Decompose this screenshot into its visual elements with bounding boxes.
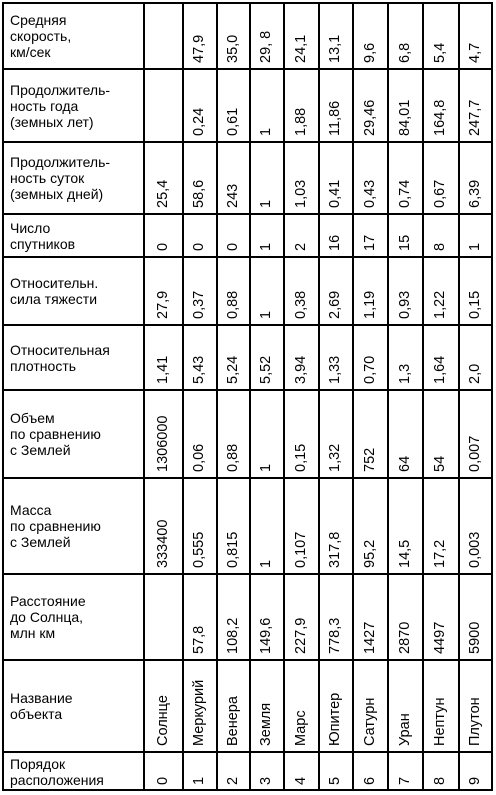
value-cell-year [459,69,493,142]
cell-value: 0,43 [361,179,378,208]
value-cell-distance [284,574,319,660]
value-cell-density [319,325,353,390]
cell-value: 1 [258,127,274,136]
value-cell-gravity [144,257,183,325]
cell-value: 0,15 [292,443,309,472]
cell-value: 4497 [432,621,448,654]
value-cell-day [388,142,423,214]
cell-value: 9 [467,776,483,785]
header-label: Продолжитель- ность суток (земных дней) [10,154,111,202]
cell-value: 57,8 [191,625,207,654]
value-cell-moons [319,214,353,257]
value-cell-name [459,660,493,752]
cell-value: 0,61 [224,107,241,136]
cell-value: 1306000 [154,415,171,472]
value-cell-moons [183,214,217,257]
cell-value: 6,39 [467,179,483,208]
cell-value: 1 [258,559,274,568]
value-cell-name [250,660,284,752]
cell-value: Юпитер [327,692,343,746]
value-cell-density [423,325,459,390]
cell-value: 0,38 [292,290,309,319]
value-cell-distance [217,574,250,660]
cell-value: 5,52 [258,355,274,384]
value-cell-mass [250,478,284,574]
cell-value: 24,1 [292,34,309,63]
cell-value: 17,2 [432,539,448,568]
cell-value: 164,8 [432,99,448,136]
cell-value: 0,107 [292,531,309,568]
cell-value: 7 [396,776,413,785]
cell-value: 8 [432,776,448,785]
value-cell-density [459,325,493,390]
value-cell-speed [284,2,319,69]
cell-value: 2870 [396,621,413,654]
value-cell-day [459,142,493,214]
cell-value: 1,41 [154,355,171,384]
value-cell-moons [423,214,459,257]
value-cell-mass [183,478,217,574]
cell-value: Марс [292,710,309,746]
cell-value: 6,8 [396,42,413,63]
value-cell-name [423,660,459,752]
value-cell-speed [319,2,353,69]
value-cell-density [388,325,423,390]
cell-value: 29,46 [361,99,378,136]
cell-value: 95,2 [361,539,378,568]
cell-value: 0,007 [467,435,483,472]
value-cell-volume [284,390,319,478]
cell-value: 0,74 [396,179,413,208]
value-cell-name [144,660,183,752]
value-cell-volume [144,390,183,478]
value-cell-day [423,142,459,214]
value-cell-volume [319,390,353,478]
value-cell-density [217,325,250,390]
cell-value: 11,86 [327,100,343,136]
cell-value: 14,5 [396,539,413,568]
value-cell-year [319,69,353,142]
cell-value: 54 [432,455,448,472]
cell-value: 1 [191,776,207,785]
value-cell-volume [217,390,250,478]
value-cell-day [284,142,319,214]
header-label: Расстояние до Солнца, млн км [10,593,86,641]
value-cell-order [144,752,183,791]
value-cell-year [183,69,217,142]
value-cell-mass [217,478,250,574]
cell-value: Меркурий [191,679,207,746]
cell-value: 752 [361,447,378,472]
cell-value: 2,0 [467,363,483,384]
value-cell-density [250,325,284,390]
value-cell-year [217,69,250,142]
cell-value: 1 [258,242,274,251]
cell-value: 0 [154,242,171,251]
value-cell-density [284,325,319,390]
cell-value: 4 [292,776,309,785]
value-cell-volume [353,390,388,478]
cell-value: 333400 [154,519,171,568]
cell-value: 1 [467,242,483,251]
value-cell-distance [353,574,388,660]
value-cell-distance [144,574,183,660]
cell-value: 1427 [361,621,378,654]
value-cell-year [388,69,423,142]
value-cell-day [250,142,284,214]
value-cell-volume [183,390,217,478]
cell-value: 0 [154,776,171,785]
cell-value: 0,88 [224,290,241,319]
value-cell-year [284,69,319,142]
value-cell-year [250,69,284,142]
value-cell-density [144,325,183,390]
cell-value: 29, 8 [258,30,274,63]
value-cell-name [388,660,423,752]
cell-value: 13,1 [327,34,343,63]
cell-value: 25,4 [154,179,171,208]
value-cell-order [423,752,459,791]
value-cell-speed [183,2,217,69]
cell-value: Сатурн [361,697,378,746]
cell-value: 35,0 [224,34,241,63]
header-cell [10,214,140,257]
value-cell-gravity [217,257,250,325]
value-cell-year [423,69,459,142]
cell-value: Нептун [432,697,448,746]
value-cell-mass [144,478,183,574]
cell-value: 84,01 [396,99,413,136]
cell-value: 227,9 [292,617,309,654]
header-label: Объем по сравнению с Землей [10,410,101,458]
cell-value: 1,22 [432,290,448,319]
cell-value: Уран [396,713,413,746]
header-cell [10,2,140,69]
value-cell-moons [353,214,388,257]
cell-value: 1,32 [327,443,343,472]
value-cell-moons [459,214,493,257]
cell-value: 0,88 [224,443,241,472]
cell-value: Солнце [154,695,171,746]
value-cell-distance [250,574,284,660]
value-cell-density [353,325,388,390]
value-cell-order [284,752,319,791]
cell-value: 5,24 [224,355,241,384]
cell-value: 64 [396,455,413,472]
cell-value: Плутон [467,697,483,746]
cell-value: Венера [224,696,241,746]
header-cell [10,325,140,390]
value-cell-speed [353,2,388,69]
value-cell-gravity [423,257,459,325]
value-cell-name [217,660,250,752]
value-cell-speed [217,2,250,69]
cell-value: 1,3 [396,363,413,384]
value-cell-mass [388,478,423,574]
cell-value: 778,3 [327,617,343,654]
value-cell-name [319,660,353,752]
cell-value: 0,67 [432,179,448,208]
cell-value: 1,33 [327,355,343,384]
cell-value: 0,003 [467,531,483,568]
cell-value: 5 [327,776,343,785]
cell-value: 243 [224,183,241,208]
value-cell-moons [284,214,319,257]
cell-value: 0 [224,242,241,251]
cell-value: 3,94 [292,355,309,384]
cell-value: 5,4 [432,42,448,63]
cell-value: 15 [396,234,413,251]
value-cell-name [183,660,217,752]
value-cell-gravity [183,257,217,325]
value-cell-day [319,142,353,214]
value-cell-speed [459,2,493,69]
header-cell [10,574,140,660]
cell-value: 1 [258,310,274,319]
value-cell-day [353,142,388,214]
cell-value: 149,6 [258,617,274,654]
value-cell-distance [183,574,217,660]
cell-value: 5900 [467,621,483,654]
header-label: Относительная плотность [10,341,110,374]
cell-value: 9,6 [361,42,378,63]
value-cell-speed [144,2,183,69]
cell-value: 16 [327,234,343,251]
value-cell-speed [388,2,423,69]
value-cell-volume [388,390,423,478]
value-cell-mass [319,478,353,574]
header-label: Относительн. сила тяжести [10,275,99,307]
cell-value: 5,43 [191,355,207,384]
header-cell [10,390,140,478]
cell-value: 0,93 [396,290,413,319]
header-label: Название объекта [10,690,73,722]
cell-value: 0,555 [191,531,207,568]
value-cell-volume [423,390,459,478]
value-cell-order [459,752,493,791]
header-cell [10,660,140,752]
value-cell-moons [217,214,250,257]
value-cell-gravity [388,257,423,325]
cell-value: 317,8 [327,531,343,568]
value-cell-name [284,660,319,752]
value-cell-volume [250,390,284,478]
cell-value: 247,7 [467,99,483,136]
value-cell-gravity [319,257,353,325]
cell-value: 1,19 [361,290,378,319]
cell-value: Земля [258,702,274,746]
value-cell-distance [388,574,423,660]
value-cell-distance [319,574,353,660]
cell-value: 17 [361,234,378,251]
header-cell [10,142,140,214]
value-cell-distance [459,574,493,660]
cell-value: 47,9 [191,34,207,63]
value-cell-day [183,142,217,214]
header-label: Число спутников [10,219,76,252]
value-cell-year [144,69,183,142]
cell-value: 0 [191,242,207,251]
cell-value: 1,88 [292,107,309,136]
cell-value: 1,64 [432,355,448,384]
cell-value: 6 [361,776,378,785]
cell-value: 2,69 [327,290,343,319]
header-cell [10,69,140,142]
cell-value: 58,6 [191,179,207,208]
cell-value: 108,2 [224,617,241,654]
cell-value: 1 [258,199,274,208]
cell-value: 0,37 [191,290,207,319]
cell-value: 27,9 [154,290,171,319]
cell-value: 4,7 [467,42,483,63]
header-label: Масса по сравнению с Землей [10,502,101,550]
cell-value: 2 [292,242,309,251]
cell-value: 8 [432,242,448,251]
header-label: Продолжитель- ность года (земных лет) [10,81,111,130]
header-label: Порядок расположения [10,755,104,788]
value-cell-moons [250,214,284,257]
value-cell-gravity [353,257,388,325]
header-cell [10,478,140,574]
value-cell-order [183,752,217,791]
value-cell-mass [284,478,319,574]
value-cell-day [217,142,250,214]
header-cell [10,257,140,325]
value-cell-distance [423,574,459,660]
value-cell-order [217,752,250,791]
value-cell-moons [388,214,423,257]
value-cell-gravity [284,257,319,325]
value-cell-moons [144,214,183,257]
header-cell [10,752,140,791]
value-cell-name [353,660,388,752]
value-cell-order [388,752,423,791]
value-cell-mass [459,478,493,574]
value-cell-gravity [459,257,493,325]
cell-value: 2 [224,776,241,785]
value-cell-year [353,69,388,142]
value-cell-order [250,752,284,791]
value-cell-mass [353,478,388,574]
value-cell-order [319,752,353,791]
cell-value: 0,06 [191,443,207,472]
value-cell-mass [423,478,459,574]
value-cell-gravity [250,257,284,325]
cell-value: 1,03 [292,179,309,208]
cell-value: 0,41 [327,179,343,208]
value-cell-order [353,752,388,791]
cell-value: 3 [258,776,274,785]
cell-value: 0,15 [467,290,483,319]
value-cell-day [144,142,183,214]
cell-value: 0,70 [361,355,378,384]
value-cell-speed [423,2,459,69]
cell-value: 1 [258,463,274,472]
value-cell-density [183,325,217,390]
value-cell-volume [459,390,493,478]
header-label: Средняя скорость, км/сек [10,11,72,60]
cell-value: 0,815 [224,531,241,568]
value-cell-speed [250,2,284,69]
cell-value: 0,24 [191,107,207,136]
